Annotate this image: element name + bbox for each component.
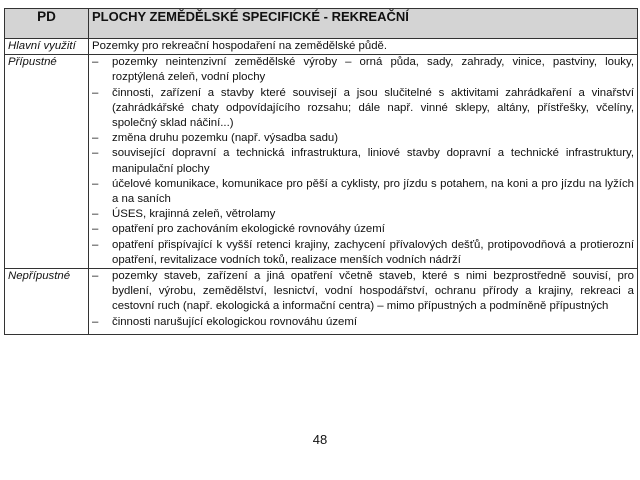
allowed-use-row [5, 55, 638, 269]
forbidden-use-list [92, 269, 634, 330]
bullet-dash: – [92, 315, 99, 328]
list-item [92, 55, 634, 85]
list-item-text: související dopravní a technická infrastruktura, liniové stavby dopravní a technické infrastruktury, manipulační plochy [112, 147, 634, 175]
bullet-dash: – [92, 223, 99, 236]
bullet-dash: – [92, 56, 99, 69]
zone-code: PD [5, 9, 89, 39]
bullet-dash: – [92, 270, 99, 283]
list-item [92, 269, 634, 315]
zoning-regulation-table [4, 8, 638, 335]
list-item-text: změna druhu pozemku (např. výsadba sadu) [112, 132, 339, 145]
forbidden-use-row [5, 269, 638, 335]
list-item-text: opatření přispívající k vyšší retenci krajiny, zachycení přívalových dešťů, protipovodňová a protierozní opatření, revitalizace vodních toků, realizace menších vodních nádrží [112, 238, 634, 266]
list-item-text: pozemky neintenzivní zemědělské výroby – orná půda, sady, zahrady, vinice, pastviny, louky, rozptýlená zeleň, vodní plochy [112, 56, 634, 84]
list-item [92, 207, 634, 222]
list-item [92, 86, 634, 132]
list-item [92, 131, 634, 146]
zone-title: PLOCHY ZEMĚDĚLSKÉ SPECIFICKÉ - REKREAČNÍ [89, 9, 638, 39]
list-item [92, 222, 634, 237]
list-item [92, 238, 634, 268]
table-header-row [5, 9, 638, 39]
bullet-dash: – [92, 132, 99, 145]
forbidden-use-label: Nepřípustné [5, 269, 89, 335]
list-item-text: ÚSES, krajinná zeleň, větrolamy [112, 208, 276, 221]
list-item-text: činnosti narušující ekologickou rovnováhu území [112, 315, 358, 328]
main-use-label: Hlavní využití [5, 39, 89, 55]
bullet-dash: – [92, 86, 99, 99]
list-item-text: účelové komunikace, komunikace pro pěší a cyklisty, pro jízdu s potahem, na koni a pro jízdu na lyžích a na saních [112, 177, 634, 206]
main-use-text: Pozemky pro rekreační hospodaření na zemědělské půdě. [89, 39, 638, 55]
list-item [92, 315, 634, 330]
bullet-dash: – [92, 177, 99, 190]
main-use-row [5, 39, 638, 55]
bullet-dash: – [92, 208, 99, 221]
list-item [92, 177, 634, 207]
list-item-text: opatření pro zachováním ekologické rovnováhy území [112, 223, 385, 236]
list-item [92, 146, 634, 176]
page-number: 48 [312, 432, 328, 447]
list-item-text: pozemky staveb, zařízení a jiná opatření včetně staveb, které s nimi bezprostředně souvisí, pro bydlení, výrobu, zemědělství, lesnictví, vodní hospodářství, ochranu přírody a krajiny, rekreaci a cestovní ruch (např. ekologická a informační centra) – mimo přípustných a podmíněně přípustných [112, 270, 634, 313]
bullet-dash: – [92, 238, 99, 251]
allowed-use-list [92, 55, 634, 268]
bullet-dash: – [92, 147, 99, 160]
allowed-use-label: Přípustné [5, 55, 89, 269]
list-item-text: činnosti, zařízení a stavby které souvisejí a jsou slučitelné s aktivitami zahrádkaření a vinařství (zahrádkářské chaty odpovídajícího rozsahu; dále např. vinné sklepy, altány, přístřešky, včelíny, společný sklad náčiní...) [112, 86, 634, 130]
